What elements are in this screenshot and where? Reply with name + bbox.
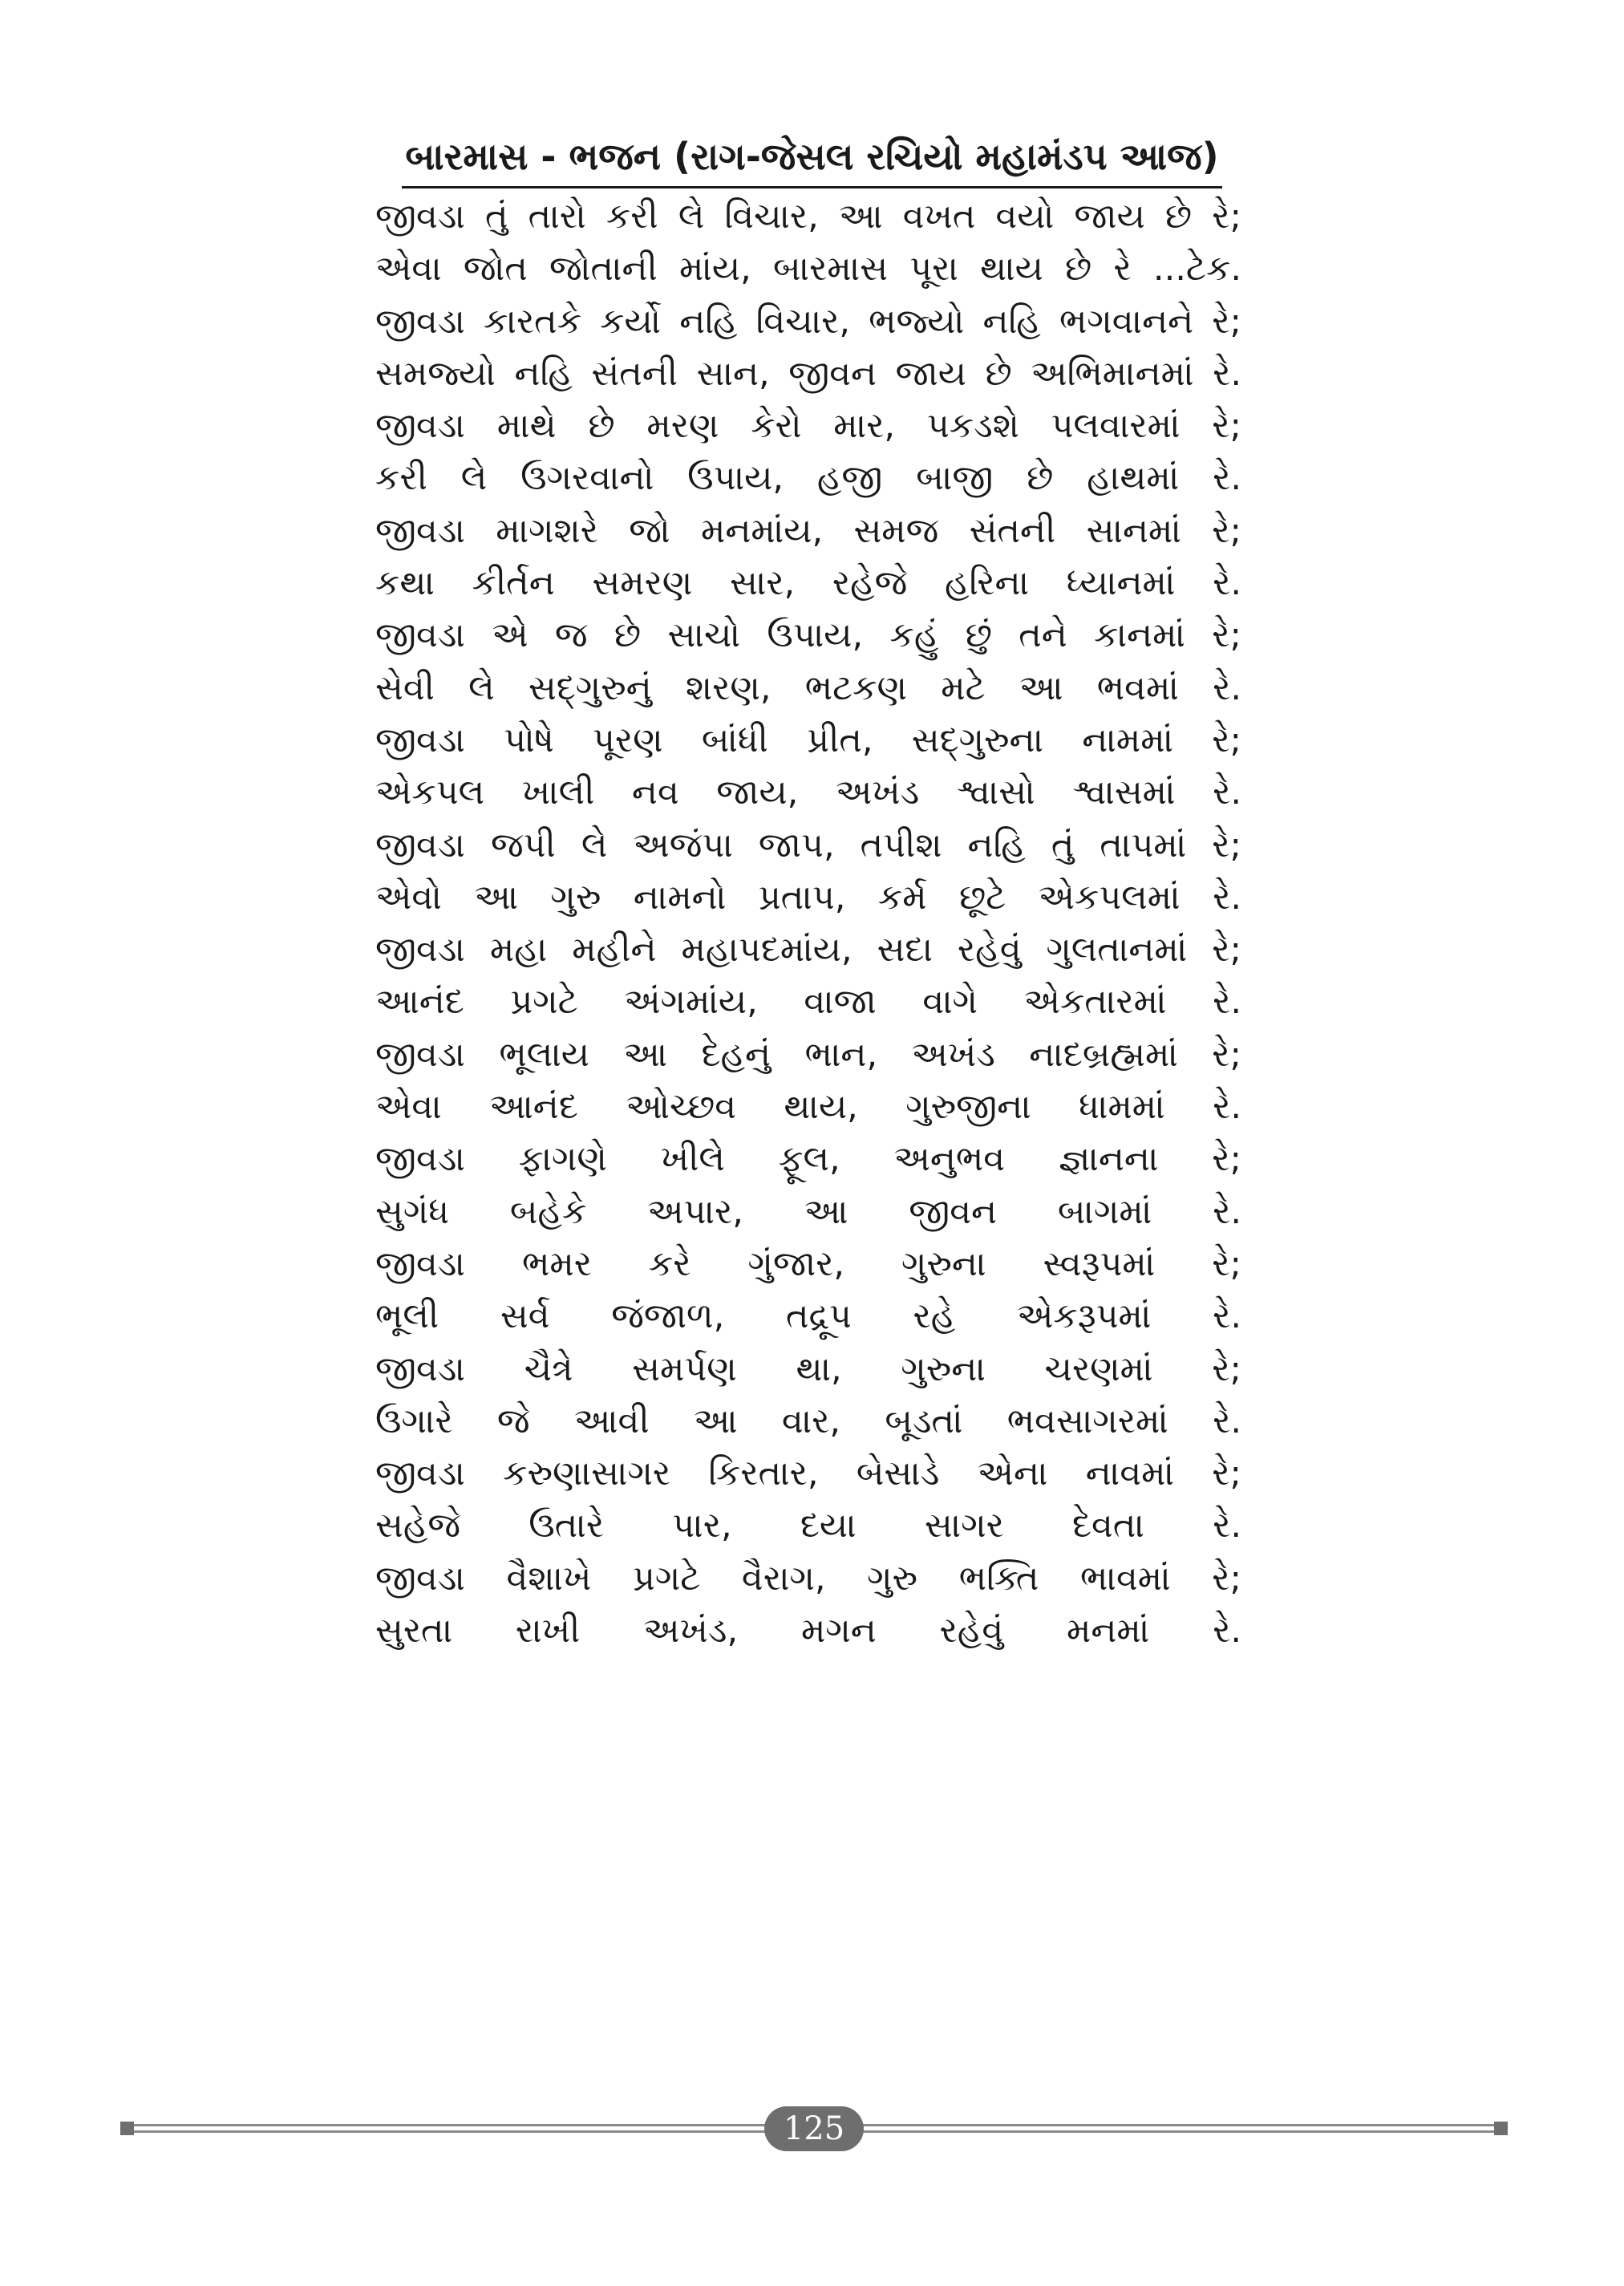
page-number: 125 bbox=[764, 2106, 864, 2151]
footer-rule-left bbox=[120, 2124, 766, 2133]
verse-line: સહેજે ઉતારે પાર, દયા સાગર દેવતા રે. bbox=[375, 1506, 1241, 1546]
verse-line: એવા જોત જોતાની માંય, બારમાસ પૂરા થાય છે રે ...ટેક. bbox=[375, 249, 1241, 290]
verse-line: આનંદ પ્રગટે અંગમાંય, વાજા વાગે એકતારમાં રે. bbox=[375, 982, 1241, 1023]
footer-rule-right bbox=[862, 2124, 1508, 2133]
verse-line: જીવડા એ જ છે સાચો ઉપાય, કહું છું તને કાનમાં રે; bbox=[375, 615, 1241, 656]
verse-line: એવા આનંદ ઓચ્છવ થાય, ગુરુજીના ધામમાં રે. bbox=[375, 1087, 1241, 1128]
verse-line: જીવડા તું તારો કરી લે વિચાર, આ વખત વયો જાય છે રે; bbox=[375, 197, 1241, 237]
verse-line: જીવડા ભૂલાય આ દેહનું ભાન, અખંડ નાદબ્રહ્મમાં રે; bbox=[375, 1034, 1241, 1075]
page-footer bbox=[120, 2106, 1508, 2151]
verse-line: ઉગારે જે આવી આ વાર, બૂડતાં ભવસાગરમાં રે. bbox=[375, 1400, 1241, 1441]
verse-line: જીવડા ભમર કરે ગુંજાર, ગુરુના સ્વરૂપમાં રે; bbox=[375, 1243, 1241, 1284]
verse-line: સુગંધ બહેકે અપાર, આ જીવન બાગમાં રે. bbox=[375, 1191, 1241, 1232]
verse-line: જીવડા ફાગણે ખીલે ફૂલ, અનુભવ જ્ઞાનના રે; bbox=[375, 1139, 1241, 1180]
verse-line: કથા કીર્તન સમરણ સાર, રહેજે હરિના ધ્યાનમાં રે. bbox=[375, 563, 1241, 604]
verse-line: એવો આ ગુરુ નામનો પ્રતાપ, કર્મ છૂટે એકપલમાં રે. bbox=[375, 877, 1241, 918]
verse-line: એકપલ ખાલી નવ જાય, અખંડ શ્વાસો શ્વાસમાં રે. bbox=[375, 772, 1241, 813]
verse-line: ભૂલી સર્વ જંજાળ, તદ્રૂપ રહે એકરૂપમાં રે. bbox=[375, 1296, 1241, 1337]
verse-line: જીવડા માગશરે જો મનમાંય, સમજ સંતની સાનમાં રે; bbox=[375, 510, 1241, 551]
verse-line: જીવડા કારતકે કર્યો નહિ વિચાર, ભજ્યો નહિ ભગવાનને રે; bbox=[375, 301, 1241, 342]
verse-line: જીવડા પોષે પૂરણ બાંધી પ્રીત, સદ્‌ગુરુના નામમાં રે; bbox=[375, 719, 1241, 760]
page-title bbox=[0, 128, 1624, 188]
footer-end-cap-right bbox=[1494, 2122, 1508, 2135]
title-text: બારમાસ - ભજન (રાગ-જેસલ રચિયો મહામંડપ આજ) bbox=[402, 128, 1221, 188]
verse-line: જીવડા કરુણાસાગર કિરતાર, બેસાડે એના નાવમાં રે; bbox=[375, 1453, 1241, 1494]
bhajan-text bbox=[375, 191, 1241, 1657]
verse-line: જીવડા મહા મહીને મહાપદમાંય, સદા રહેવું ગુલતાનમાં રે; bbox=[375, 930, 1241, 971]
footer-end-cap-left bbox=[120, 2122, 134, 2135]
verse-line: સમજ્યો નહિ સંતની સાન, જીવન જાય છે અભિમાનમાં રે. bbox=[375, 353, 1241, 394]
verse-line: સુરતા રાખી અખંડ, મગન રહેવું મનમાં રે. bbox=[375, 1611, 1241, 1652]
verse-line: જીવડા જપી લે અજંપા જાપ, તપીશ નહિ તું તાપમાં રે; bbox=[375, 825, 1241, 865]
verse-line: જીવડા માથે છે મરણ કેરો માર, પકડશે પલવારમાં રે; bbox=[375, 406, 1241, 447]
verse-line: જીવડા વૈશાખે પ્રગટે વૈરાગ, ગુરુ ભક્તિ ભાવમાં રે; bbox=[375, 1558, 1241, 1599]
verse-line: સેવી લે સદ્‌ગુરુનું શરણ, ભટકણ મટે આ ભવમાં રે. bbox=[375, 667, 1241, 708]
verse-line: કરી લે ઉગરવાનો ઉપાય, હજી બાજી છે હાથમાં રે. bbox=[375, 458, 1241, 499]
verse-line: જીવડા ચૈત્રે સમર્પણ થા, ગુરુના ચરણમાં રે; bbox=[375, 1348, 1241, 1389]
